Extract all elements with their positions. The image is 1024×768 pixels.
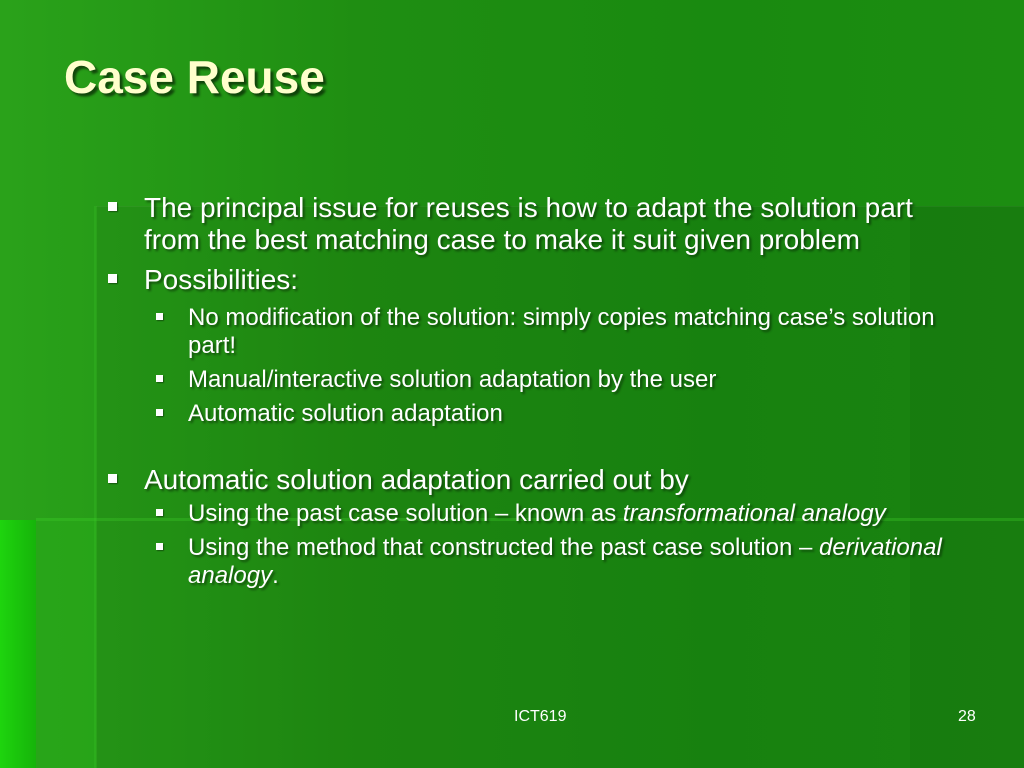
- footer-page-number: 28: [958, 708, 976, 725]
- slide-title: Case Reuse: [64, 51, 325, 103]
- square-bullet-icon: [108, 274, 117, 283]
- sub-bullet-item: [148, 400, 964, 428]
- sub-bullet-emphasis: derivational analogy: [188, 534, 942, 589]
- decorative-strip: [36, 518, 96, 768]
- bullet-list: [104, 190, 964, 590]
- footer-course-code: ICT619: [514, 708, 567, 725]
- square-bullet-icon: [156, 375, 163, 382]
- bullet-text: Possibilities:: [144, 264, 299, 295]
- sub-bullet-item: [148, 500, 964, 528]
- sub-bullet-text: Automatic solution adaptation: [188, 400, 503, 427]
- decorative-accent-block: [0, 520, 36, 768]
- sub-bullet-emphasis: transformational analogy: [622, 500, 886, 527]
- sub-bullet-prefix: Using the past case solution – known as: [188, 500, 623, 527]
- sub-bullet-item: [148, 366, 964, 394]
- sub-bullet-item: [148, 534, 964, 590]
- decorative-line-vertical: [94, 206, 97, 768]
- bullet-item: [104, 264, 964, 296]
- sub-bullet-prefix: Using the method that constructed the past case solution –: [188, 534, 820, 561]
- bullet-item: [104, 192, 964, 256]
- sub-bullet-suffix: .: [272, 562, 279, 589]
- sub-bullet-text: No modification of the solution: simply copies matching case’s solution part!: [188, 304, 935, 359]
- square-bullet-icon: [108, 474, 117, 483]
- square-bullet-icon: [108, 202, 117, 211]
- square-bullet-icon: [156, 543, 163, 550]
- bullet-text: Automatic solution adaptation carried out by: [144, 464, 689, 495]
- sub-bullet-item: [148, 304, 964, 360]
- bullet-item: [104, 464, 964, 496]
- sub-bullet-text: Manual/interactive solution adaptation by the user: [188, 366, 717, 393]
- square-bullet-icon: [156, 409, 163, 416]
- square-bullet-icon: [156, 313, 163, 320]
- bullet-text: The principal issue for reuses is how to adapt the solution part from the best matching case to make it suit given problem: [144, 192, 913, 255]
- square-bullet-icon: [156, 509, 163, 516]
